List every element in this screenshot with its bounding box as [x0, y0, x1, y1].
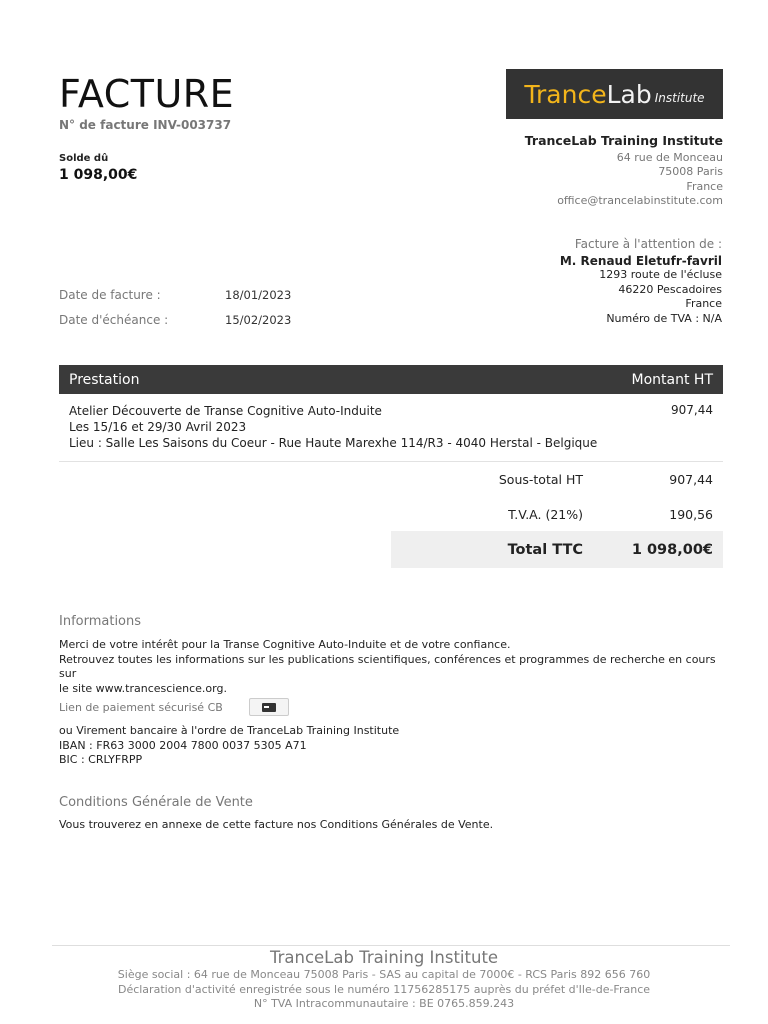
row-dates: Les 15/16 et 29/30 Avril 2023 — [69, 420, 247, 434]
subtotal-value: 907,44 — [669, 471, 713, 487]
card-payment-button[interactable] — [249, 698, 289, 716]
bank-transfer-line: ou Virement bancaire à l'ordre de TranceLab Training Institute — [59, 724, 400, 737]
footer-line-2: Déclaration d'activité enregistrée sous le numéro 11756285175 auprès du préfet d'Ile-de-France — [117, 982, 651, 996]
invoice-date-row — [59, 282, 291, 307]
recipient-country: France — [685, 297, 722, 310]
card-payment-label: Lien de paiement sécurisé CB — [59, 700, 223, 714]
row-title: Atelier Découverte de Transe Cognitive Auto-Induite — [69, 404, 382, 418]
balance-label: Solde dû — [59, 153, 109, 164]
footer-divider — [52, 945, 730, 946]
due-date-value: 15/02/2023 — [225, 312, 292, 327]
recipient-name: M. Renaud Eletufr-favril — [559, 253, 722, 268]
total-label: Total TTC — [507, 541, 583, 558]
balance-value: 1 098,00€ — [59, 167, 138, 183]
subtotal-row — [391, 469, 723, 489]
invoice-dates — [59, 282, 291, 332]
logo-text-lab: Lab — [606, 79, 652, 109]
invoice-date-value: 18/01/2023 — [225, 287, 292, 302]
cgv-heading: Conditions Générale de Vente — [59, 795, 253, 810]
recipient-city: 46220 Pescadoires — [618, 282, 722, 296]
column-header-service: Prestation — [69, 371, 140, 388]
footer-company-name: TranceLab Training Institute — [269, 948, 499, 967]
invoice-number: N° de facture INV-003737 — [59, 118, 232, 132]
total-row — [391, 531, 723, 568]
row-location: Lieu : Salle Les Saisons du Coeur - Rue Haute Marexhe 114/R3 - 4040 Herstal - Belgique — [69, 436, 598, 450]
vat-value: 190,56 — [669, 506, 713, 522]
footer — [0, 947, 768, 1012]
subtotal-label: Sous-total HT — [498, 471, 583, 487]
cgv-text: Vous trouverez en annexe de cette facture nos Conditions Générales de Vente. — [59, 818, 494, 831]
table-header — [59, 365, 723, 394]
row-amount: 907,44 — [671, 403, 713, 417]
total-value: 1 098,00€ — [631, 541, 713, 558]
bank-transfer-info — [59, 724, 399, 768]
company-street: 64 rue de Monceau — [616, 150, 723, 164]
footer-line-3: N° TVA Intracommunautaire : BE 0765.859.243 — [253, 997, 515, 1010]
recipient-heading: Facture à l'attention de : — [574, 237, 722, 251]
invoice-date-label: Date de facture : — [59, 287, 161, 302]
table-row — [59, 394, 723, 462]
credit-card-icon — [262, 703, 276, 712]
informations-text — [59, 638, 729, 696]
recipient-address — [560, 237, 722, 326]
informations-line-1: Merci de votre intérêt pour la Transe Cognitive Auto-Induite et de votre confiance. — [59, 638, 511, 651]
company-email: office@trancelabinstitute.com — [557, 194, 723, 207]
logo-text-institute: Institute — [654, 91, 705, 105]
informations-line-2: Retrouvez toutes les informations sur les publications scientifiques, conférences et programmes de recherche en cours sur — [59, 652, 716, 680]
card-payment — [59, 698, 289, 716]
row-description — [69, 403, 597, 451]
bank-iban: IBAN : FR63 3000 2004 7800 0037 5305 A71 — [59, 738, 307, 752]
bank-bic: BIC : CRLYFRPP — [59, 753, 143, 766]
page-title: FACTURE — [59, 72, 235, 116]
informations-line-3: le site www.trancescience.org. — [59, 681, 227, 695]
company-name: TranceLab Training Institute — [524, 133, 723, 148]
vat-label: T.V.A. (21%) — [508, 506, 583, 522]
logo-text-trance: Trance — [524, 79, 607, 109]
company-country: France — [686, 179, 723, 193]
column-header-amount: Montant HT — [631, 371, 713, 388]
recipient-vat: Numéro de TVA : N/A — [606, 311, 722, 325]
company-city: 75008 Paris — [658, 165, 723, 178]
vat-row — [391, 504, 723, 524]
informations-heading: Informations — [59, 614, 142, 629]
due-date-label: Date d'échéance : — [59, 312, 169, 327]
recipient-street: 1293 route de l'écluse — [599, 268, 722, 281]
footer-line-1: Siège social : 64 rue de Monceau 75008 Paris - SAS au capital de 7000€ - RCS Paris 892 656 760 — [117, 968, 651, 981]
company-logo — [506, 69, 723, 119]
company-address — [525, 134, 723, 209]
due-date-row — [59, 307, 291, 332]
